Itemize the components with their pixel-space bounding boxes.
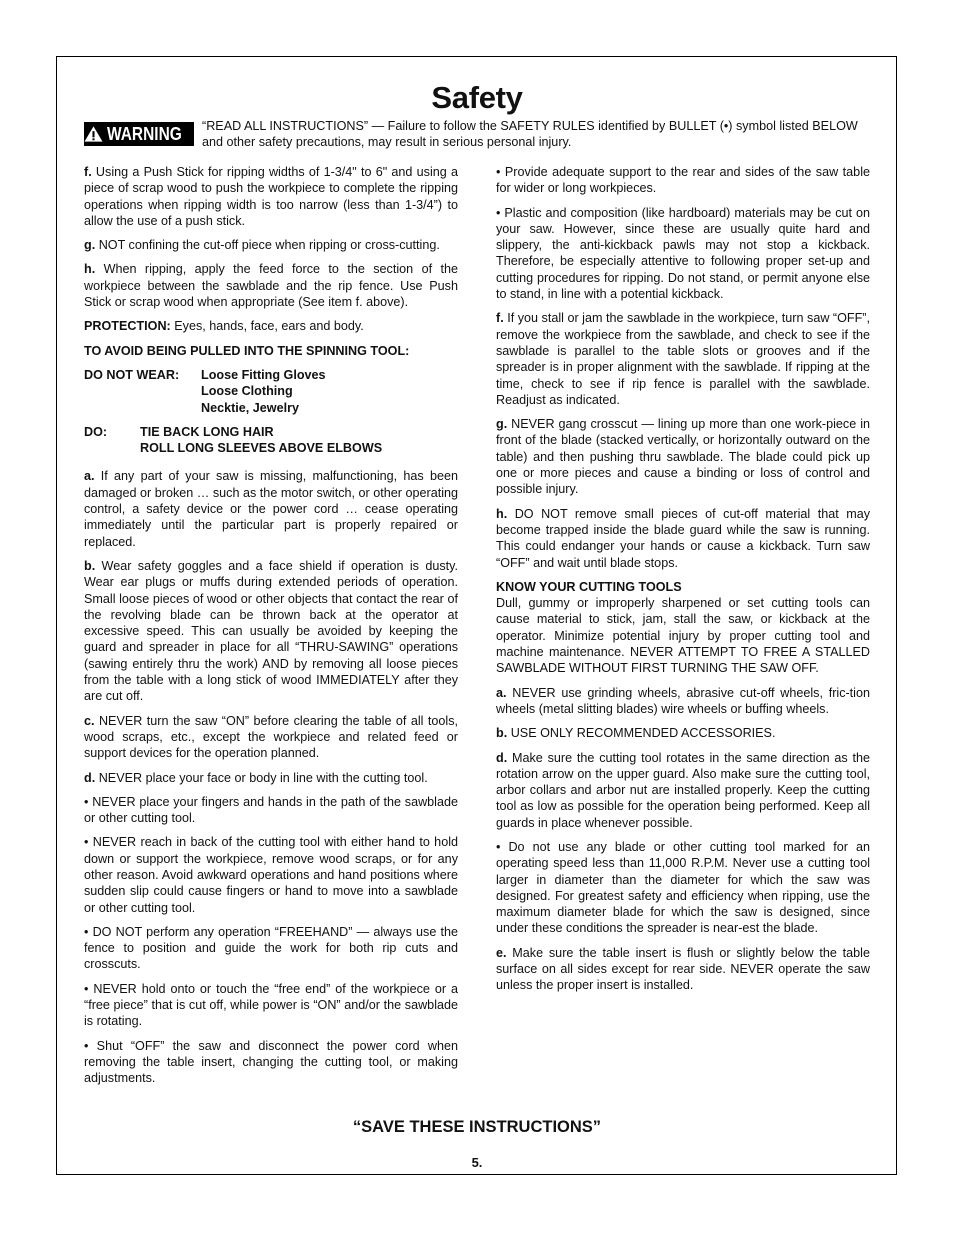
rule-h-left: h. When ripping, apply the feed force to the section of the workpiece between the sawblade and the rip fence. Use Push Stick or scrap wood when appropriate (See item f. above). xyxy=(84,262,458,310)
do-not-wear-list: DO NOT WEAR: Loose Fitting Gloves Loose Clothing Necktie, Jewelry xyxy=(84,367,326,415)
bullet-item: • Do not use any blade or other cutting tool marked for an operating speed less than 11,000 R.P.M. Never use a cutting tool larger in diameter than the diameter for which the saw was designed. For greatest safety and efficiency when ripping, use the maximum diameter blade for which the saw is designed, since under these conditions the spreader is near-est the blade. xyxy=(496,839,870,936)
page-title: Safety xyxy=(431,80,523,115)
list-item: ROLL LONG SLEEVES ABOVE ELBOWS xyxy=(140,441,383,456)
rule-g-right: g. NEVER gang crosscut — lining up more than one work-piece in front of the blade (stacked vertically, or horizontally outward on the table) and then pushing thru sawblade. The blade could pick up one or more pieces and cause a binding or loss of control and possible injury. xyxy=(496,417,870,497)
bullet-item: • Shut “OFF” the saw and disconnect the power cord when removing the table insert, changing the cutting tool, or making adjustments. xyxy=(84,1038,458,1086)
bullet-item: • Provide adequate support to the rear and sides of the saw table for wider or long workpieces. xyxy=(496,165,870,196)
warning-label: WARNING xyxy=(107,123,182,144)
rule-c-left: c. NEVER turn the saw “ON” before clearing the table of all tools, wood scraps, etc., except the workpiece and related feed or support devices for the operation planned. xyxy=(84,713,458,761)
rule-h-right: h. DO NOT remove small pieces of cut-off material that may become trapped inside the blade guard while the saw is running. This could endanger your hands or cause a kickback. Turn saw “OFF” and wait until blade stops. xyxy=(496,506,870,570)
warning-text: “READ ALL INSTRUCTIONS” — Failure to follow the SAFETY RULES identified by BULLET (•) symbol listed BELOW and other safety precautions, may result in serious personal injury. xyxy=(202,119,858,149)
left-column xyxy=(84,164,458,1095)
rule-f-left: f. Using a Push Stick for ripping widths of 1-3/4" to 6" and using a piece of scrap wood to push the workpiece to complete the ripping operations when ripping width is too narrow (less than 1-3/4”) to allow the use of a push stick. xyxy=(84,165,458,228)
bullet-item: • NEVER hold onto or touch the “free end” of the workpiece or a “free piece” that is cut off, while power is “ON” and/or the sawblade is rotating. xyxy=(84,981,458,1029)
bullet-item: • NEVER reach in back of the cutting tool with either hand to hold down or support the workpiece, remove wood scraps, or for any other reason. Avoid awkward operations and hand positions where sudden slip could cause fingers or hand to move into a sawblade or other cutting tool. xyxy=(84,835,458,915)
right-column xyxy=(496,164,870,1002)
warning-triangle-icon xyxy=(84,125,103,143)
bullet-item: • DO NOT perform any operation “FREEHAND” — always use the fence to position and guide the work for both rip cuts and crosscuts. xyxy=(84,924,458,972)
page-number: 5. xyxy=(471,1155,483,1170)
rule-d-left: d. NEVER place your face or body in line with the cutting tool. xyxy=(84,770,428,785)
rule-f-right: f. If you stall or jam the sawblade in the workpiece, turn saw “OFF”, remove the workpiece from the sawblade, and check to see if the sawblade is parallel to the table slots or grooves and if the spreader is in proper alignment with the sawblade. If ripping at the time, check to see if rip fence is parallel with the sawblade. Readjust as indicated. xyxy=(496,311,870,407)
rule-b-right: b. USE ONLY RECOMMENDED ACCESSORIES. xyxy=(496,726,776,741)
know-heading: KNOW YOUR CUTTING TOOLS xyxy=(496,579,682,594)
do-list: DO: TIE BACK LONG HAIR ROLL LONG SLEEVES ABOVE ELBOWS xyxy=(84,424,383,456)
protection-note: PROTECTION: Eyes, hands, face, ears and body. xyxy=(84,319,364,334)
rule-e-right: e. Make sure the table insert is flush or slightly below the table surface on all sides except for rear side. NEVER operate the saw unless the proper insert is installed. xyxy=(496,945,870,993)
warning-badge xyxy=(84,122,194,146)
list-item: TIE BACK LONG HAIR xyxy=(140,424,274,439)
rule-g-left: g. NOT confining the cut-off piece when ripping or cross-cutting. xyxy=(84,238,440,253)
bullet-item: • NEVER place your fingers and hands in the path of the sawblade or other cutting tool. xyxy=(84,794,458,826)
know-text: Dull, gummy or improperly sharpened or set cutting tools can cause material to stick, jam, stall the saw, or kickback at the operator. Minimize potential injury by proper cutting tool and machine maintenance. NEVER ATTEMPT TO FREE A STALLED SAWBLADE WITHOUT FIRST TURNING THE SAW OFF. xyxy=(496,596,870,676)
save-instructions: “SAVE THESE INSTRUCTIONS” xyxy=(352,1118,602,1136)
list-item: Loose Fitting Gloves xyxy=(201,367,326,382)
avoid-heading: TO AVOID BEING PULLED INTO THE SPINNING TOOL: xyxy=(84,343,410,358)
rule-d-right: d. Make sure the cutting tool rotates in the same direction as the rotation arrow on the upper guard. Also make sure the cutting tool, arbor collars and arbor nut are installed properly. Keep the cutting tool as low as possible for the operation being performed. Keep all guards in place whenever possible. xyxy=(496,750,870,830)
rule-a-left: a. If any part of your saw is missing, malfunctioning, has been damaged or broken … such as the motor switch, or other operating control, a safety device or the power cord … cease operating immediately until the particular part is properly repaired or replaced. xyxy=(84,469,458,549)
list-item: Loose Clothing xyxy=(201,384,293,399)
rule-a-right: a. NEVER use grinding wheels, abrasive cut-off wheels, fric-tion wheels (metal slitting blades) wire wheels or buffing wheels. xyxy=(496,685,870,716)
list-item: Necktie, Jewelry xyxy=(201,400,300,415)
rule-b-left: b. Wear safety goggles and a face shield if operation is dusty. Wear ear plugs or muffs during extended periods of operation. Small loose pieces of wood or other objects that contact the rear of the revolving blade can be thrown back at the operator at excessive speed. This can usually be avoided by keeping the guard and spreader in place for all “THRU-SAWING” operations (sawing entirely thru the work) AND by removing all loose pieces from the table with a long stick of wood IMMEDIATELY after they are cut off. xyxy=(84,558,458,704)
bullet-item: • Plastic and composition (like hardboard) materials may be cut on your saw. However, since these are usually quite hard and slippery, the anti-kickback pawls may not stop a kickback. Therefore, be especially attentive to following proper set-up and cutting procedures for ripping. Do not stand, or permit anyone else to stand, in line with a potential kickback. xyxy=(496,205,870,302)
